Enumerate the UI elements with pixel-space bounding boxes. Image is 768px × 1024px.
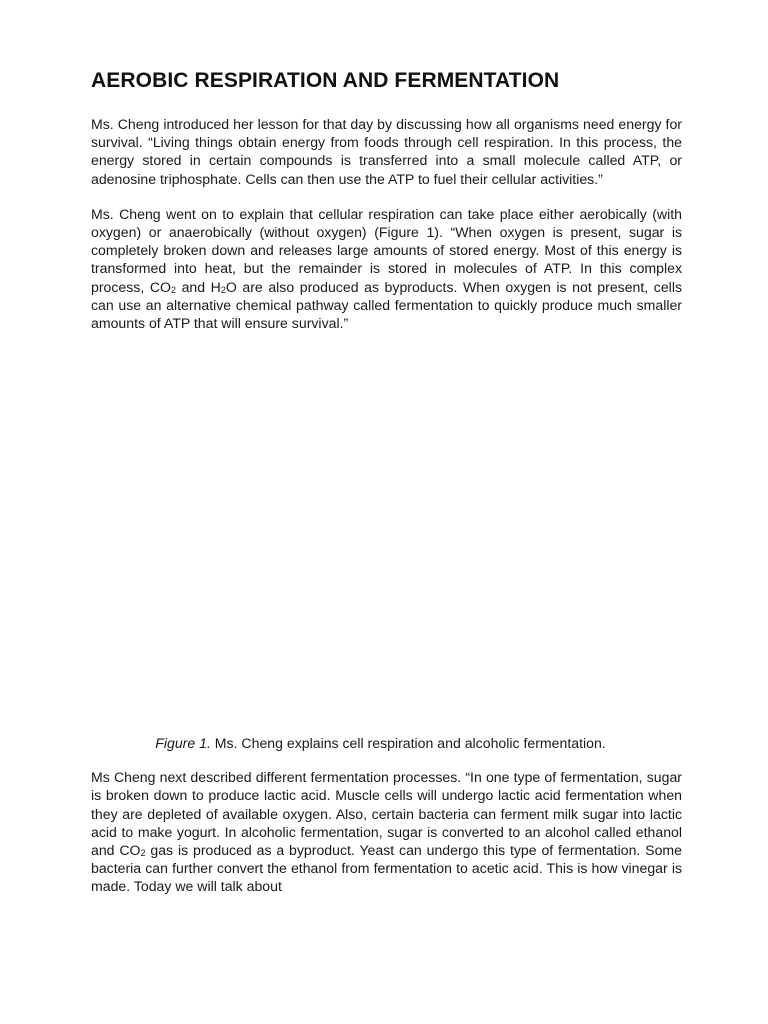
figure-area: [91, 332, 682, 734]
paragraph-fermentation: [91, 768, 682, 895]
paragraph-text: and H: [176, 278, 221, 295]
subscript: 2: [220, 284, 226, 295]
paragraph-text: Ms Cheng next described different fermentation processes. “In one type of fermentation, sugar is broken down to produce lactic acid. Muscle cells will undergo lactic acid fermentation when they are depleted of available oxygen. Also, certain bacteria can ferment milk sugar into lactic acid to make yogurt. In alcoholic fermentation, sugar is converted to an alcohol called ethanol and CO: [91, 769, 682, 859]
figure-caption: [79, 734, 682, 752]
paragraph-text: Ms. Cheng went on to explain that cellular respiration can take place either aerobically (with oxygen) or anaerobically (without oxygen) (Figure 1). “When oxygen is present, sugar is completely broken down and releases large amounts of stored energy. Most of this energy is transformed into heat, but the remainder is stored in molecules of ATP. In this complex process, CO: [91, 205, 682, 295]
subscript: 2: [140, 848, 146, 859]
page-title: AEROBIC RESPIRATION AND FERMENTATION: [91, 69, 560, 92]
paragraph-text: O are also produced as byproducts. When oxygen is not present, cells can use an alternative chemical pathway called fermentation to quickly produce much smaller amounts of ATP that will ensure survival.”: [91, 278, 682, 332]
paragraph-text: gas is produced as a byproduct. Yeast can undergo this type of fermentation. Some bacteria can further convert the ethanol from fermentation to acetic acid. This is how vinegar is made. Today we will talk about: [91, 842, 682, 895]
paragraph-respiration: [91, 205, 682, 332]
paragraph-intro: Ms. Cheng introduced her lesson for that day by discussing how all organisms need energy for survival. “Living things obtain energy from foods through cell respiration. In this process, the energy stored in certain compounds is transferred into a small molecule called ATP, or adenosine triphosphate. Cells can then use the ATP to fuel their cellular activities.”: [91, 116, 682, 187]
figure-caption-text: Ms. Cheng explains cell respiration and alcoholic fermentation.: [210, 735, 606, 752]
figure-label: Figure 1.: [155, 735, 211, 752]
subscript: 2: [170, 284, 176, 295]
document-page: [91, 66, 682, 896]
